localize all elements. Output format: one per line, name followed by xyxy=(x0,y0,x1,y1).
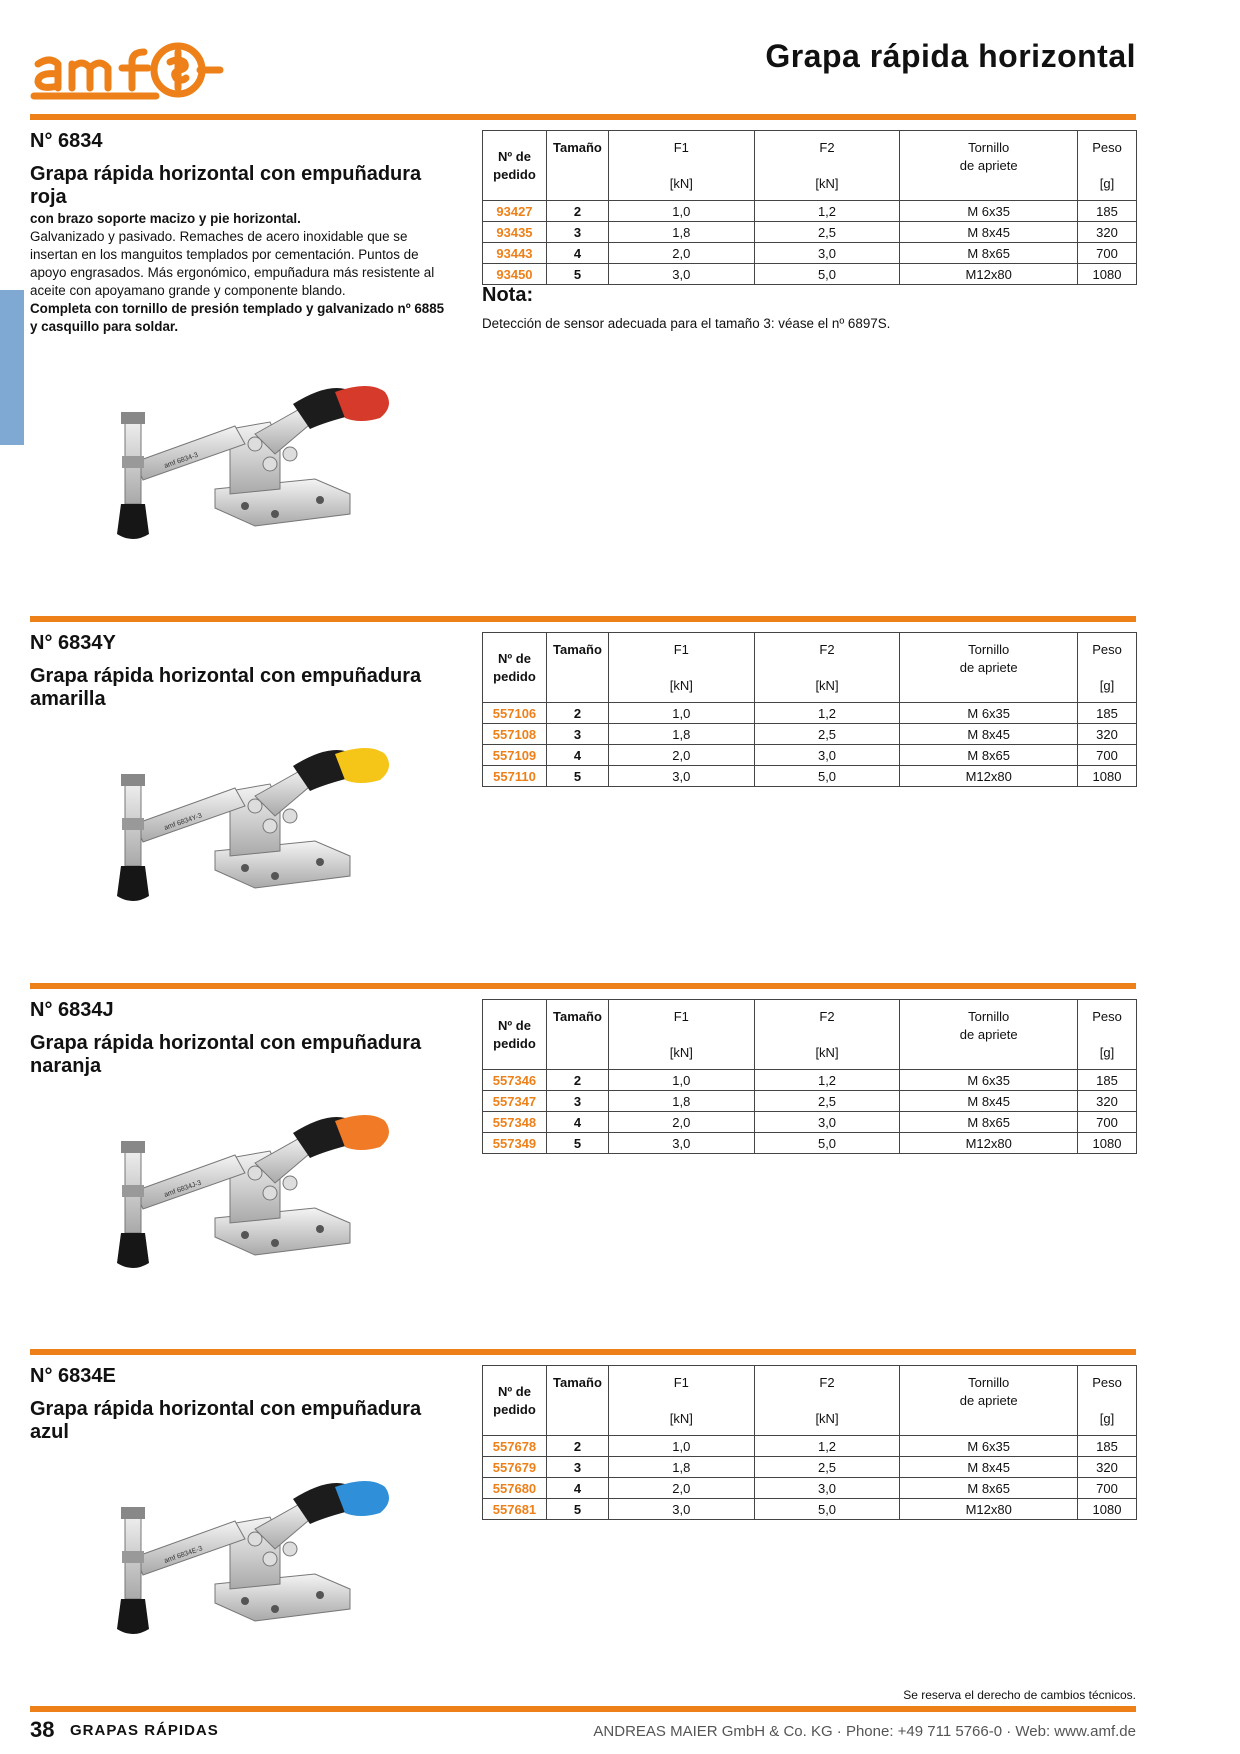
cell-f2: 2,5 xyxy=(754,222,900,243)
cell-screw: M 6x35 xyxy=(900,201,1078,222)
cell-weight: 700 xyxy=(1078,1112,1137,1133)
product-section-6834y xyxy=(30,616,1136,976)
clamp-image-orange xyxy=(95,1113,455,1283)
product-title: Grapa rápida horizontal con empuñadura amarilla xyxy=(30,665,422,710)
article-number: N° 6834Y xyxy=(30,632,116,654)
cell-size: 4 xyxy=(546,1478,608,1499)
description-text: Galvanizado y pasivado. Remaches de acero inoxidable que se insertan en los manguitos templados por cementación. Puntos de apoyo engrasados. Más ergonómico, empuñadura más resistente al aceite con apoyamano grande y componente blando. xyxy=(30,229,435,298)
cell-screw: M 8x65 xyxy=(900,745,1078,766)
cell-f2: 5,0 xyxy=(754,1499,900,1520)
cell-f2: 2,5 xyxy=(754,1091,900,1112)
pressure-foot xyxy=(117,1599,149,1634)
col-f2: F2 [kN] xyxy=(754,1000,900,1070)
pivot-pin xyxy=(263,1552,277,1566)
spindle-nut xyxy=(121,1507,145,1519)
cell-f1: 1,8 xyxy=(608,1457,754,1478)
order-number[interactable]: 557346 xyxy=(483,1070,547,1091)
order-number[interactable]: 93450 xyxy=(483,264,547,285)
cell-size: 4 xyxy=(546,243,608,264)
cell-screw: M 8x65 xyxy=(900,1112,1078,1133)
arm-label: amf 6834-3 xyxy=(163,451,200,470)
cell-screw: M 8x65 xyxy=(900,1478,1078,1499)
cell-f1: 1,0 xyxy=(608,1436,754,1457)
cell-weight: 320 xyxy=(1078,1091,1137,1112)
pressure-foot xyxy=(117,1233,149,1268)
cell-screw: M 8x45 xyxy=(900,1457,1078,1478)
order-number[interactable]: 557108 xyxy=(483,724,547,745)
mounting-hole xyxy=(316,496,324,504)
cell-weight: 700 xyxy=(1078,745,1137,766)
cell-weight: 320 xyxy=(1078,724,1137,745)
table-row xyxy=(483,1478,1137,1499)
arm-label: amf 6834E-3 xyxy=(163,1545,204,1565)
cell-size: 5 xyxy=(546,766,608,787)
order-number[interactable]: 557681 xyxy=(483,1499,547,1520)
spindle-nut xyxy=(122,456,144,468)
spindle-nut xyxy=(121,412,145,424)
col-f1: F1 [kN] xyxy=(608,633,754,703)
cell-f2: 2,5 xyxy=(754,724,900,745)
product-title: Grapa rápida horizontal con empuñadura naranja xyxy=(30,1032,422,1077)
order-number[interactable]: 557680 xyxy=(483,1478,547,1499)
pivot-pin xyxy=(263,819,277,833)
table-row xyxy=(483,1112,1137,1133)
spindle-nut xyxy=(122,1185,144,1197)
mounting-hole xyxy=(241,1597,249,1605)
cell-f2: 1,2 xyxy=(754,1070,900,1091)
col-f1: F1 [kN] xyxy=(608,131,754,201)
order-number[interactable]: 557679 xyxy=(483,1457,547,1478)
cell-f2: 1,2 xyxy=(754,703,900,724)
cell-screw: M12x80 xyxy=(900,1133,1078,1154)
table-row xyxy=(483,766,1137,787)
order-number[interactable]: 557106 xyxy=(483,703,547,724)
col-f1: F1 [kN] xyxy=(608,1366,754,1436)
table-row xyxy=(483,201,1137,222)
mounting-hole xyxy=(316,858,324,866)
cell-weight: 700 xyxy=(1078,1478,1137,1499)
cell-size: 4 xyxy=(546,1112,608,1133)
cell-f1: 2,0 xyxy=(608,243,754,264)
col-f1: F1 [kN] xyxy=(608,1000,754,1070)
col-screw: Tornillo de apriete xyxy=(900,1000,1078,1070)
description-bold-intro: con brazo soporte macizo y pie horizontal. xyxy=(30,211,301,226)
col-weight: Peso [g] xyxy=(1078,1000,1137,1070)
pivot-pin xyxy=(263,1186,277,1200)
table-header-row xyxy=(483,1366,1137,1436)
company-info: ANDREAS MAIER GmbH & Co. KG · Phone: +49 711 5766-0 · Web: www.amf.de xyxy=(593,1723,1136,1740)
mounting-hole xyxy=(271,872,279,880)
cell-f2: 2,5 xyxy=(754,1457,900,1478)
cell-size: 2 xyxy=(546,1436,608,1457)
spindle-nut xyxy=(121,774,145,786)
order-number[interactable]: 557347 xyxy=(483,1091,547,1112)
cell-f2: 1,2 xyxy=(754,1436,900,1457)
table-row xyxy=(483,724,1137,745)
cell-f1: 1,0 xyxy=(608,201,754,222)
cell-f2: 3,0 xyxy=(754,1478,900,1499)
product-section-6834 xyxy=(30,114,1136,554)
cell-screw: M 8x65 xyxy=(900,243,1078,264)
table-header-row xyxy=(483,131,1137,201)
table-row xyxy=(483,745,1137,766)
table-row xyxy=(483,1457,1137,1478)
product-title: Grapa rápida horizontal con empuñadura roja xyxy=(30,163,422,208)
spec-table xyxy=(482,999,1137,1154)
order-number[interactable]: 93435 xyxy=(483,222,547,243)
cell-size: 3 xyxy=(546,1457,608,1478)
cell-f1: 3,0 xyxy=(608,1499,754,1520)
section-rule xyxy=(30,616,1136,622)
pivot-pin xyxy=(283,447,297,461)
table-row xyxy=(483,1091,1137,1112)
product-section-6834e xyxy=(30,1349,1136,1669)
table-row xyxy=(483,1133,1137,1154)
order-number[interactable]: 557109 xyxy=(483,745,547,766)
description-bold-scope: Completa con tornillo de presión templado y galvanizado nº 6885 y casquillo para soldar. xyxy=(30,301,445,334)
col-weight: Peso [g] xyxy=(1078,131,1137,201)
arm-label: amf 6834J-3 xyxy=(163,1179,203,1199)
cell-f1: 2,0 xyxy=(608,1478,754,1499)
col-weight: Peso [g] xyxy=(1078,633,1137,703)
col-screw: Tornillo de apriete xyxy=(900,131,1078,201)
col-size: Tamaño xyxy=(546,633,608,703)
cell-f1: 2,0 xyxy=(608,1112,754,1133)
cell-weight: 185 xyxy=(1078,201,1137,222)
table-row xyxy=(483,1436,1137,1457)
cell-size: 2 xyxy=(546,201,608,222)
product-description xyxy=(30,210,450,336)
cell-weight: 185 xyxy=(1078,703,1137,724)
cell-weight: 1080 xyxy=(1078,766,1137,787)
spindle-nut xyxy=(122,1551,144,1563)
mounting-hole xyxy=(316,1225,324,1233)
amf-logo xyxy=(28,38,224,102)
cell-size: 2 xyxy=(546,703,608,724)
clamp-image-yellow xyxy=(95,746,455,916)
cell-screw: M 8x45 xyxy=(900,724,1078,745)
order-number[interactable]: 557110 xyxy=(483,766,547,787)
pressure-foot xyxy=(117,866,149,901)
cell-size: 2 xyxy=(546,1070,608,1091)
note-title: Nota: xyxy=(482,284,534,306)
table-header-row xyxy=(483,1000,1137,1070)
order-number[interactable]: 93443 xyxy=(483,243,547,264)
cell-f1: 2,0 xyxy=(608,745,754,766)
cell-weight: 320 xyxy=(1078,222,1137,243)
cell-screw: M 8x45 xyxy=(900,222,1078,243)
clamp-arm xyxy=(135,426,245,480)
order-number[interactable]: 557349 xyxy=(483,1133,547,1154)
cell-f1: 1,0 xyxy=(608,703,754,724)
table-row xyxy=(483,243,1137,264)
clamp-arm xyxy=(135,1521,245,1575)
spec-table xyxy=(482,1365,1137,1520)
clamp-image-red xyxy=(95,384,455,554)
cell-screw: M 6x35 xyxy=(900,1070,1078,1091)
page-title: Grapa rápida horizontal xyxy=(765,38,1136,74)
cell-f1: 3,0 xyxy=(608,766,754,787)
spec-table xyxy=(482,130,1137,285)
cell-weight: 320 xyxy=(1078,1457,1137,1478)
footer-rule xyxy=(30,1706,1136,1712)
section-rule xyxy=(30,1349,1136,1355)
table-header-row xyxy=(483,633,1137,703)
cell-screw: M 6x35 xyxy=(900,1436,1078,1457)
cell-f2: 5,0 xyxy=(754,1133,900,1154)
section-rule xyxy=(30,114,1136,120)
logo-text: amf xyxy=(28,38,30,39)
cell-f1: 3,0 xyxy=(608,1133,754,1154)
pivot-pin xyxy=(283,1176,297,1190)
cell-f1: 3,0 xyxy=(608,264,754,285)
cell-weight: 700 xyxy=(1078,243,1137,264)
cell-weight: 1080 xyxy=(1078,1499,1137,1520)
footer-note: Se reserva el derecho de cambios técnicos. xyxy=(903,1688,1136,1702)
section-rule xyxy=(30,983,1136,989)
product-title: Grapa rápida horizontal con empuñadura azul xyxy=(30,1398,422,1443)
cell-f2: 5,0 xyxy=(754,264,900,285)
cell-size: 5 xyxy=(546,264,608,285)
table-row xyxy=(483,222,1137,243)
cell-f2: 3,0 xyxy=(754,1112,900,1133)
col-size: Tamaño xyxy=(546,1366,608,1436)
cell-f2: 5,0 xyxy=(754,766,900,787)
chapter-title: GRAPAS RÁPIDAS xyxy=(70,1722,219,1739)
mounting-hole xyxy=(241,1231,249,1239)
mounting-hole xyxy=(271,510,279,518)
spindle-nut xyxy=(121,1141,145,1153)
pressure-foot xyxy=(117,504,149,539)
col-f2: F2 [kN] xyxy=(754,1366,900,1436)
cell-size: 5 xyxy=(546,1133,608,1154)
order-number[interactable]: 557348 xyxy=(483,1112,547,1133)
col-order-no: Nº de pedido xyxy=(483,1000,547,1070)
cell-size: 3 xyxy=(546,222,608,243)
clamp-arm xyxy=(135,1155,245,1209)
col-order-no: Nº de pedido xyxy=(483,131,547,201)
mounting-hole xyxy=(241,502,249,510)
col-screw: Tornillo de apriete xyxy=(900,1366,1078,1436)
mounting-hole xyxy=(271,1605,279,1613)
side-tab xyxy=(0,290,24,445)
cell-f2: 3,0 xyxy=(754,243,900,264)
col-f2: F2 [kN] xyxy=(754,131,900,201)
cell-f1: 1,8 xyxy=(608,1091,754,1112)
cell-screw: M 6x35 xyxy=(900,703,1078,724)
arm-label: amf 6834Y-3 xyxy=(163,812,203,832)
cell-size: 3 xyxy=(546,724,608,745)
product-section-6834j xyxy=(30,983,1136,1343)
cell-size: 5 xyxy=(546,1499,608,1520)
cell-screw: M12x80 xyxy=(900,264,1078,285)
cell-f1: 1,8 xyxy=(608,724,754,745)
article-number: N° 6834J xyxy=(30,999,114,1021)
pivot-pin xyxy=(263,457,277,471)
cell-f1: 1,8 xyxy=(608,222,754,243)
cell-f2: 1,2 xyxy=(754,201,900,222)
col-size: Tamaño xyxy=(546,131,608,201)
table-row xyxy=(483,264,1137,285)
mounting-hole xyxy=(271,1239,279,1247)
clamp-image-blue xyxy=(95,1479,455,1649)
cell-size: 3 xyxy=(546,1091,608,1112)
col-weight: Peso [g] xyxy=(1078,1366,1137,1436)
table-row xyxy=(483,1070,1137,1091)
col-order-no: Nº de pedido xyxy=(483,1366,547,1436)
table-row xyxy=(483,703,1137,724)
order-number[interactable]: 557678 xyxy=(483,1436,547,1457)
order-number[interactable]: 93427 xyxy=(483,201,547,222)
article-number: N° 6834E xyxy=(30,1365,116,1387)
spec-table xyxy=(482,632,1137,787)
col-f2: F2 [kN] xyxy=(754,633,900,703)
clamp-arm xyxy=(135,788,245,842)
article-number: N° 6834 xyxy=(30,130,103,152)
cell-weight: 1080 xyxy=(1078,1133,1137,1154)
spindle-nut xyxy=(122,818,144,830)
note-text: Detección de sensor adecuada para el tamaño 3: véase el nº 6897S. xyxy=(482,316,891,331)
cell-weight: 185 xyxy=(1078,1436,1137,1457)
cell-weight: 1080 xyxy=(1078,264,1137,285)
cell-f2: 3,0 xyxy=(754,745,900,766)
col-screw: Tornillo de apriete xyxy=(900,633,1078,703)
cell-screw: M12x80 xyxy=(900,766,1078,787)
cell-screw: M12x80 xyxy=(900,1499,1078,1520)
col-order-no: Nº de pedido xyxy=(483,633,547,703)
mounting-hole xyxy=(241,864,249,872)
pivot-pin xyxy=(283,1542,297,1556)
page-number: 38 xyxy=(30,1717,55,1742)
cell-size: 4 xyxy=(546,745,608,766)
cell-screw: M 8x45 xyxy=(900,1091,1078,1112)
table-row xyxy=(483,1499,1137,1520)
cell-f1: 1,0 xyxy=(608,1070,754,1091)
cell-weight: 185 xyxy=(1078,1070,1137,1091)
col-size: Tamaño xyxy=(546,1000,608,1070)
mounting-hole xyxy=(316,1591,324,1599)
pivot-pin xyxy=(283,809,297,823)
